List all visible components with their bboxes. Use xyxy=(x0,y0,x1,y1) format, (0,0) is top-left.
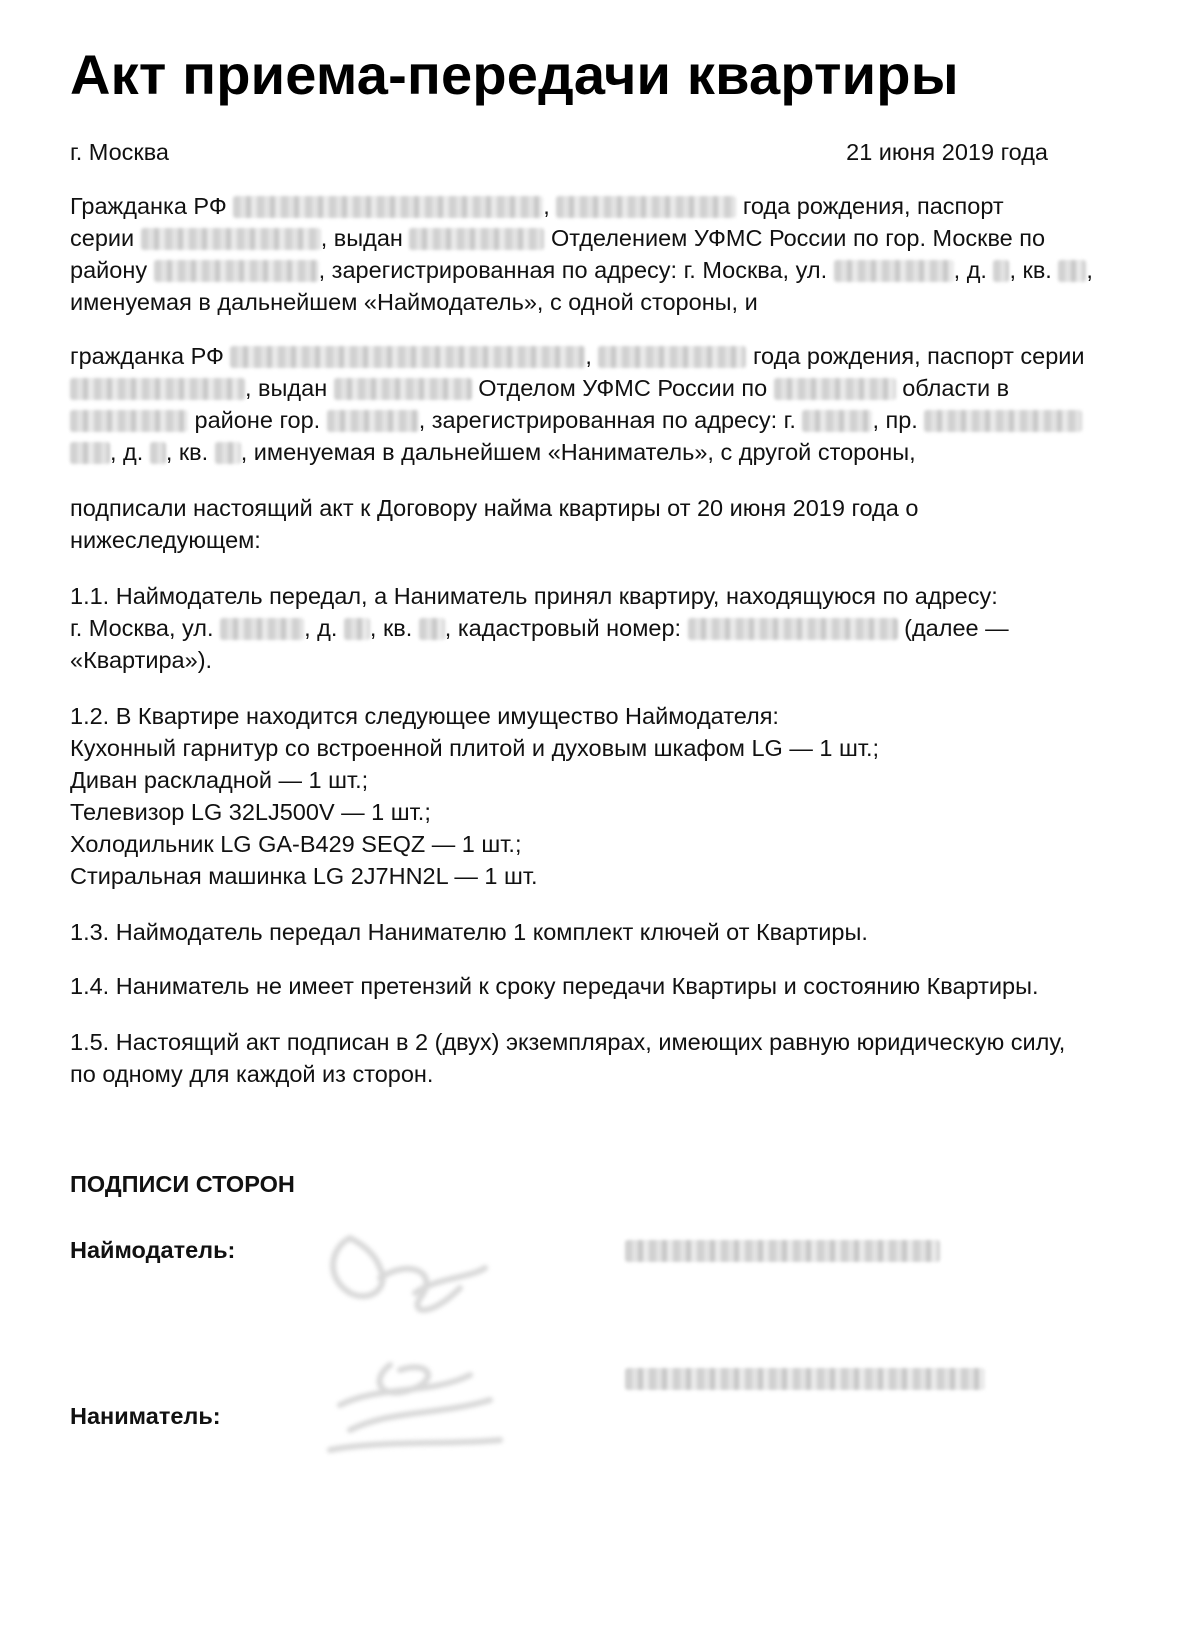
redacted-name xyxy=(233,196,543,218)
item-1-1-line-3: «Квартира»). xyxy=(70,647,213,673)
party2-line-3: районе гор. , зарегистрированная по адресу: г. , пр. xyxy=(70,404,1082,436)
redacted-district xyxy=(70,410,188,432)
redacted-birthdate xyxy=(598,346,746,368)
redacted-house xyxy=(344,618,370,640)
item-1-4: 1.4. Наниматель не имеет претензий к сроку передачи Квартиры и состоянию Квартиры. xyxy=(70,973,1039,999)
redacted-passport xyxy=(141,228,321,250)
party1-line-2: серии , выдан Отделением УФМС России по гор. Москве по xyxy=(70,225,1046,251)
redacted-tenant-name xyxy=(625,1368,985,1390)
item-1-2-line-6: Стиральная машинка LG 2J7HN2L — 1 шт. xyxy=(70,863,538,889)
party1-line-4: именуемая в дальнейшем «Наймодатель», с одной стороны, и xyxy=(70,289,758,315)
redacted-city xyxy=(802,410,872,432)
tenant-label: Наниматель: xyxy=(70,1403,221,1429)
redacted-apartment xyxy=(419,618,445,640)
redacted-city xyxy=(327,410,419,432)
redacted-landlord-name xyxy=(625,1240,940,1262)
item-1-2-line-5: Холодильник LG GA-B429 SEQZ — 1 шт.; xyxy=(70,831,522,857)
city: г. Москва xyxy=(70,139,169,165)
item-1-5-line-2: по одному для каждой из сторон. xyxy=(70,1061,434,1087)
item-1-1-line-2: г. Москва, ул. , д. , кв. , кадастровый номер: (далее — xyxy=(70,615,1009,641)
item-1-2-line-3: Диван раскладной — 1 шт.; xyxy=(70,767,369,793)
intro-line-2: нижеследующем: xyxy=(70,527,261,553)
redacted-issue-date xyxy=(334,378,472,400)
document-title: Акт приема-передачи квартиры xyxy=(70,43,959,106)
tenant-signature-image xyxy=(320,1345,520,1465)
redacted-issue-date xyxy=(409,228,544,250)
landlord-signature-image xyxy=(320,1218,500,1338)
landlord-label: Наймодатель: xyxy=(70,1237,236,1263)
party1-line-1: Гражданка РФ , года рождения, паспорт xyxy=(70,193,1004,219)
party1-line-3: району , зарегистрированная по адресу: г. Москва, ул. , д. , кв. , xyxy=(70,257,1093,283)
redacted-birthdate xyxy=(556,196,736,218)
document-date: 21 июня 2019 года xyxy=(846,139,1048,165)
party2-line-4: , д. , кв. , именуемая в дальнейшем «Наниматель», с другой стороны, xyxy=(70,436,916,468)
redacted-district xyxy=(154,260,319,282)
redacted-street xyxy=(924,410,1082,432)
item-1-1-line-1: 1.1. Наймодатель передал, а Наниматель принял квартиру, находящуюся по адресу: xyxy=(70,583,998,609)
redacted-passport xyxy=(70,378,245,400)
redacted-apartment xyxy=(1058,260,1086,282)
item-1-2-line-1: 1.2. В Квартире находится следующее имущество Наймодателя: xyxy=(70,703,779,729)
redacted-cadastral-number xyxy=(688,618,898,640)
item-1-5-line-1: 1.5. Настоящий акт подписан в 2 (двух) экземплярах, имеющих равную юридическую силу, xyxy=(70,1029,1066,1055)
redacted-street xyxy=(220,618,304,640)
redacted-name xyxy=(230,346,585,368)
party2-line-1: гражданка РФ , года рождения, паспорт серии xyxy=(70,343,1085,369)
redacted-house xyxy=(993,260,1009,282)
intro-line-1: подписали настоящий акт к Договору найма квартиры от 20 июня 2019 года о xyxy=(70,495,919,521)
redacted-region xyxy=(774,378,896,400)
redacted-apartment xyxy=(215,442,241,464)
item-1-2-line-2: Кухонный гарнитур со встроенной плитой и духовым шкафом LG — 1 шт.; xyxy=(70,735,880,761)
item-1-3: 1.3. Наймодатель передал Нанимателю 1 комплект ключей от Квартиры. xyxy=(70,919,868,945)
redacted-street-number xyxy=(70,442,110,464)
redacted-house xyxy=(150,442,166,464)
item-1-2-line-4: Телевизор LG 32LJ500V — 1 шт.; xyxy=(70,799,431,825)
redacted-street xyxy=(834,260,954,282)
signatures-heading: ПОДПИСИ СТОРОН xyxy=(70,1171,295,1197)
party2-line-2: , выдан Отделом УФМС России по области в xyxy=(70,372,1009,404)
